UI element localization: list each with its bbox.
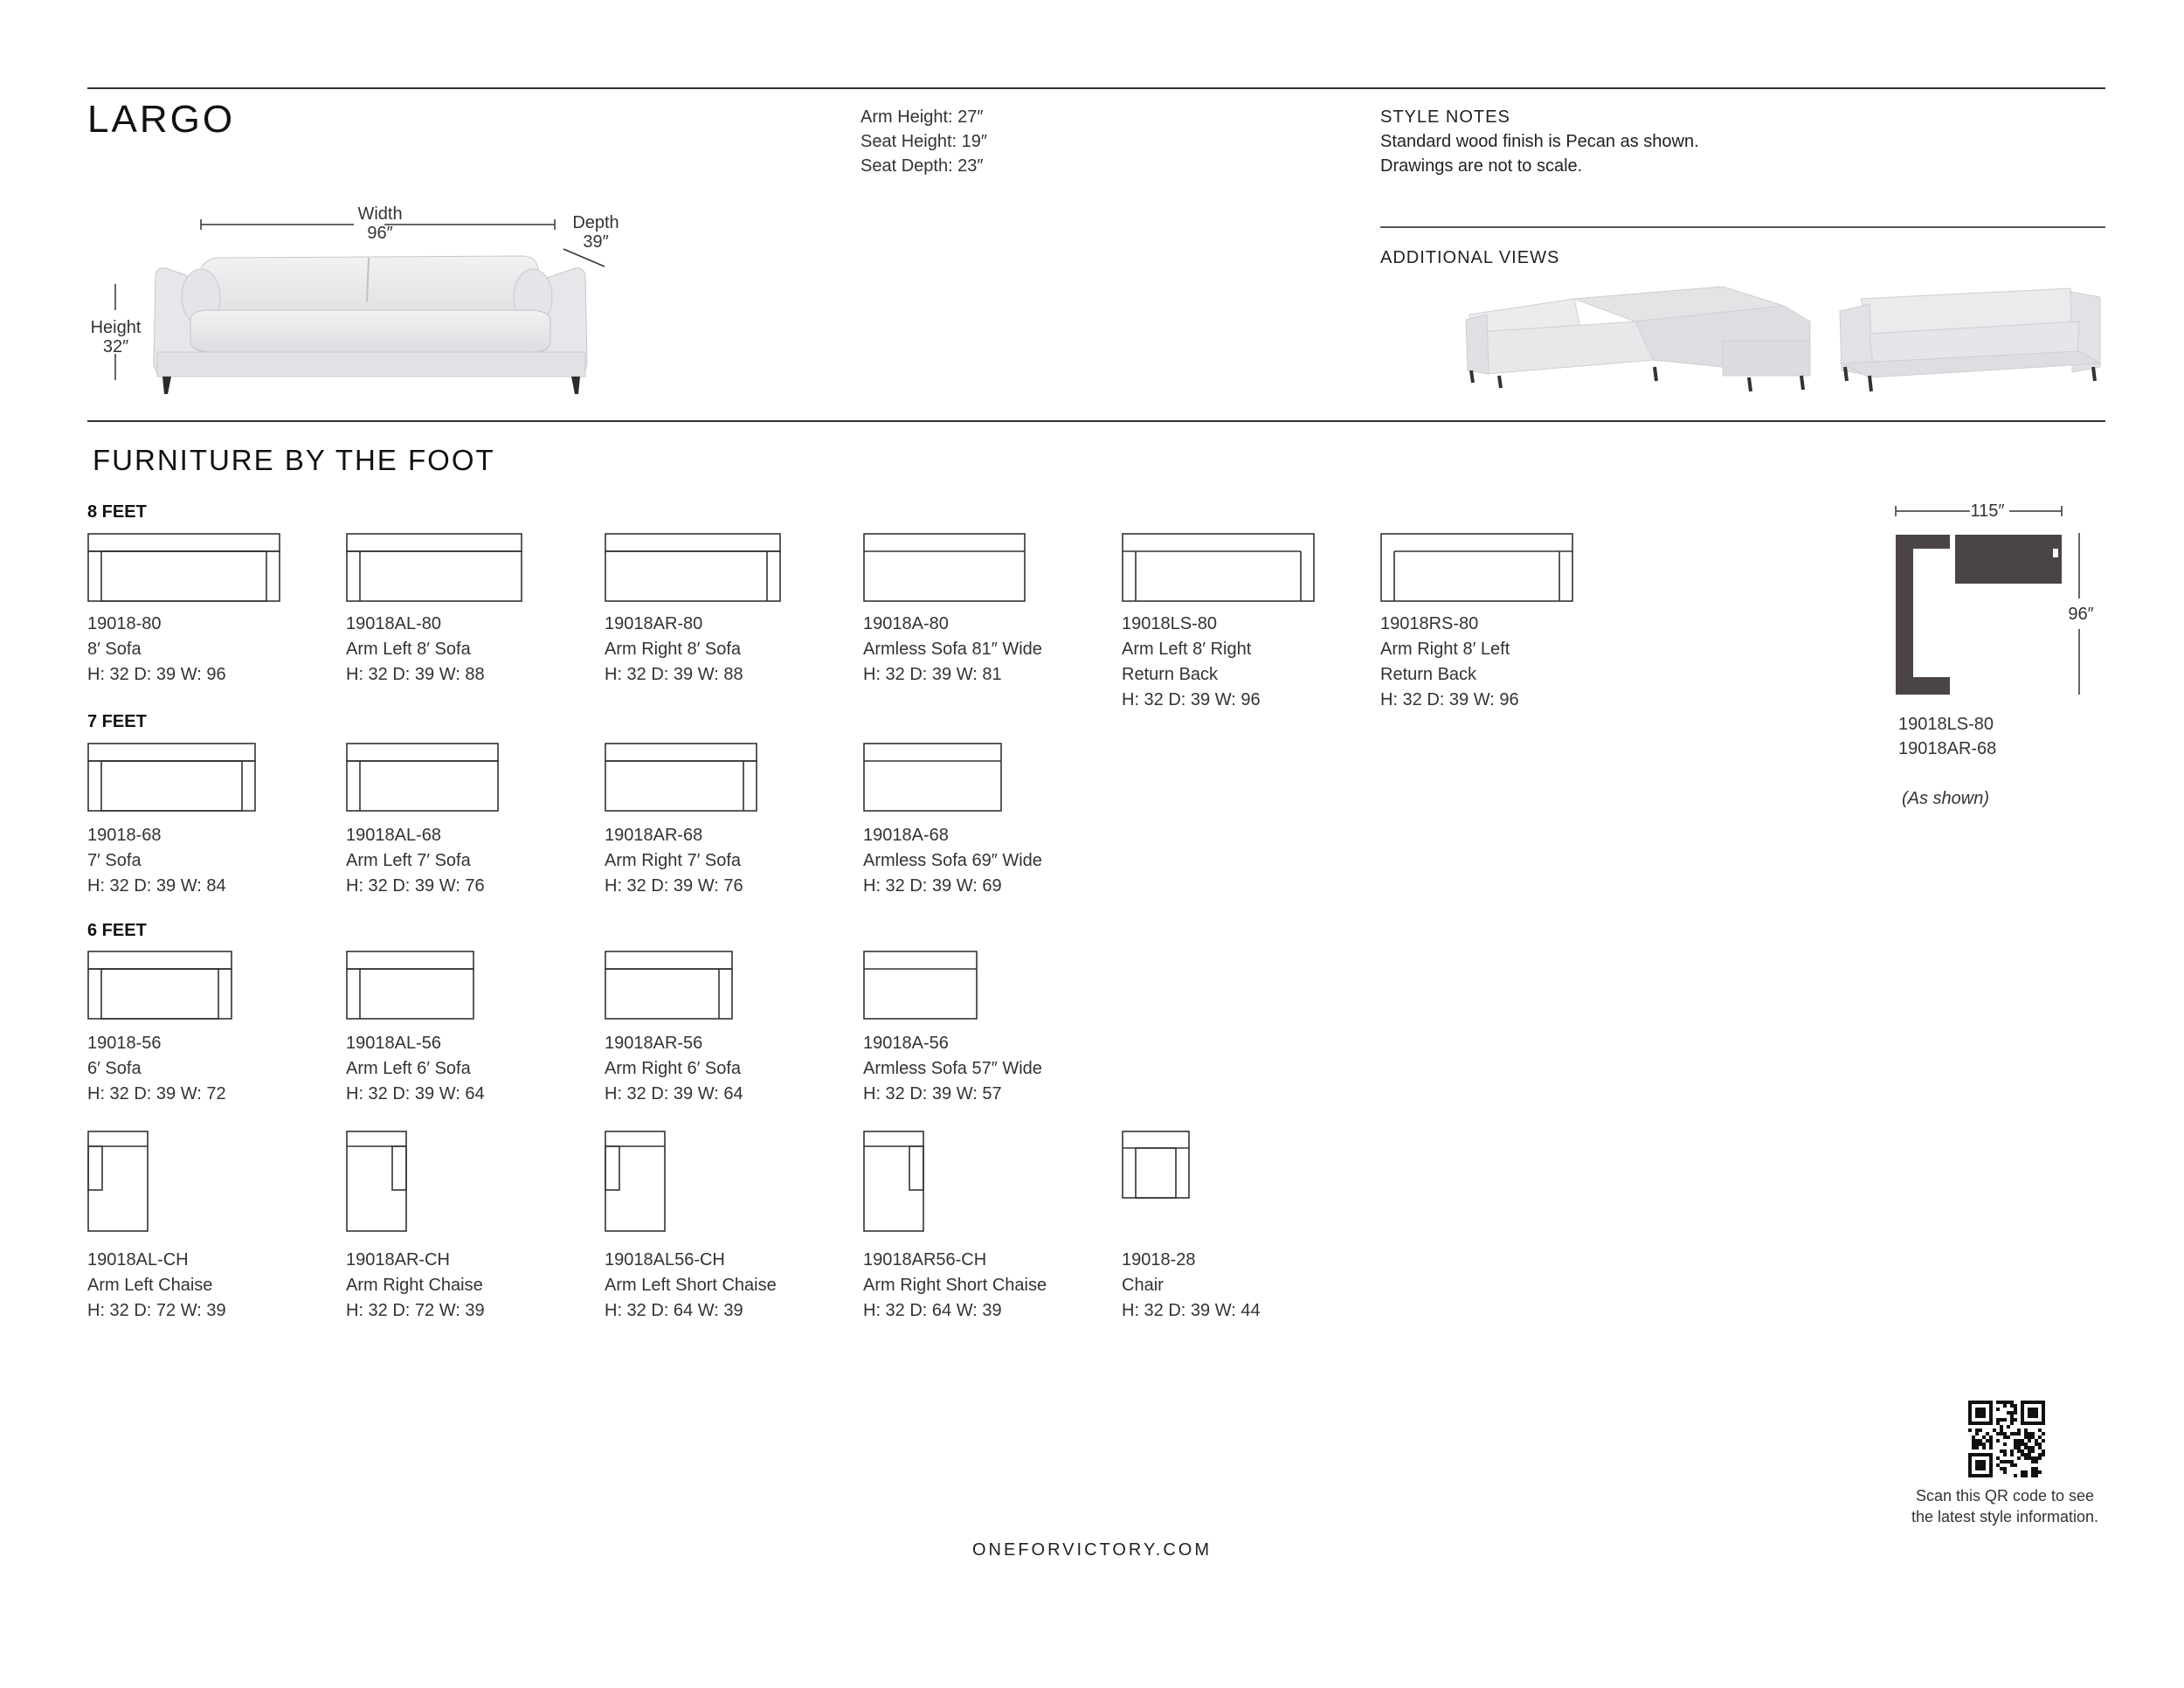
furniture-item-text — [863, 1248, 1108, 1324]
furniture-dims: H: 32 D: 72 W: 39 — [346, 1301, 485, 1320]
spec-list — [860, 105, 987, 178]
furniture-item — [87, 1131, 332, 1234]
furniture-dims: H: 32 D: 39 W: 88 — [346, 665, 485, 684]
furniture-dims: H: 32 D: 39 W: 72 — [87, 1084, 226, 1103]
furniture-item — [346, 1131, 591, 1234]
furniture-dims: H: 32 D: 39 W: 69 — [863, 876, 1002, 896]
group-label-6-feet: 6 FEET — [87, 921, 147, 940]
furniture-item-text — [346, 612, 591, 688]
top-rule — [87, 87, 2105, 89]
additional-view-sectional-image — [1461, 280, 1819, 398]
furniture-dims: H: 32 D: 39 W: 64 — [346, 1084, 485, 1103]
furniture-name: Armless Sofa 81″ Wide — [863, 640, 1042, 659]
furniture-code: 19018-28 — [1122, 1250, 1196, 1269]
furniture-diagram — [87, 743, 256, 813]
furniture-item-text — [1122, 612, 1366, 713]
furniture-diagram — [605, 951, 733, 1020]
furniture-item-text — [87, 823, 332, 899]
furniture-name: Arm Right 8′ Sofa — [605, 640, 742, 659]
furniture-dims: H: 32 D: 39 W: 76 — [605, 876, 743, 896]
section-title: FURNITURE BY THE FOOT — [93, 444, 495, 476]
furniture-dims: H: 32 D: 39 W: 84 — [87, 876, 226, 896]
furniture-dims: H: 32 D: 72 W: 39 — [87, 1301, 226, 1320]
footer-url[interactable]: ONEFORVICTORY.COM — [971, 1540, 1212, 1560]
furniture-dims: H: 32 D: 39 W: 96 — [87, 665, 226, 684]
furniture-diagram — [863, 743, 1002, 813]
group-label-8-feet: 8 FEET — [87, 502, 147, 522]
furniture-dims: H: 32 D: 39 W: 44 — [1122, 1301, 1261, 1320]
sectional-code: 19018AR-68 — [1898, 739, 1997, 758]
furniture-item — [346, 743, 591, 813]
furniture-item-text — [863, 823, 1108, 899]
furniture-item — [605, 533, 849, 603]
furniture-item-text — [346, 1248, 591, 1324]
furniture-name: Arm Right Chaise — [346, 1276, 483, 1295]
furniture-name: Arm Right 6′ Sofa — [605, 1059, 742, 1078]
spec-seat-depth: Seat Depth: 23″ — [860, 156, 984, 176]
furniture-diagram — [87, 1131, 157, 1234]
furniture-dims: H: 32 D: 39 W: 88 — [605, 665, 743, 684]
qr-code — [1968, 1401, 2045, 1482]
depth-value: 39″ — [583, 232, 609, 252]
furniture-item — [87, 533, 332, 603]
furniture-code: 19018AR-56 — [605, 1034, 703, 1053]
furniture-code: 19018AR56-CH — [863, 1250, 987, 1269]
furniture-diagram — [1122, 1131, 1192, 1234]
furniture-item-text — [87, 1248, 332, 1324]
furniture-name: Arm Left 8′ Right Return Back — [1122, 640, 1252, 684]
furniture-item-text — [605, 1248, 849, 1324]
furniture-code: 19018A-68 — [863, 826, 949, 845]
style-note-line: Standard wood finish is Pecan as shown. — [1380, 132, 1699, 151]
furniture-dims: H: 32 D: 39 W: 81 — [863, 665, 1002, 684]
spec-seat-height: Seat Height: 19″ — [860, 132, 987, 151]
furniture-diagram — [863, 1131, 933, 1234]
furniture-item-text — [87, 1031, 332, 1107]
furniture-code: 19018AL-56 — [346, 1034, 441, 1053]
additional-view-sofa-image — [1835, 280, 2105, 398]
sectional-depth-label: 96″ — [2068, 605, 2094, 624]
furniture-name: 8′ Sofa — [87, 640, 142, 659]
depth-label: Depth — [572, 213, 619, 232]
furniture-item-text — [605, 823, 849, 899]
furniture-item — [605, 951, 849, 1020]
furniture-item — [1122, 533, 1366, 603]
furniture-dims: H: 32 D: 64 W: 39 — [863, 1301, 1002, 1320]
furniture-code: 19018A-56 — [863, 1034, 949, 1053]
notes-rule — [1380, 226, 2105, 228]
furniture-code: 19018AL-68 — [346, 826, 441, 845]
furniture-item — [1122, 1131, 1366, 1234]
product-title: LARGO — [87, 98, 236, 141]
furniture-item — [863, 743, 1108, 813]
depth-dimension-label — [552, 213, 639, 252]
furniture-item — [605, 743, 849, 813]
furniture-item — [87, 951, 332, 1020]
spec-arm-height: Arm Height: 27″ — [860, 107, 984, 127]
furniture-item-text — [863, 1031, 1108, 1107]
furniture-code: 19018AR-CH — [346, 1250, 450, 1269]
width-dimension-label — [336, 204, 424, 243]
furniture-name: Arm Left 6′ Sofa — [346, 1059, 471, 1078]
furniture-dims: H: 32 D: 64 W: 39 — [605, 1301, 743, 1320]
furniture-name: Arm Right Short Chaise — [863, 1276, 1047, 1295]
furniture-dims: H: 32 D: 39 W: 57 — [863, 1084, 1002, 1103]
furniture-item-text — [346, 1031, 591, 1107]
sectional-return-footprint — [1955, 535, 2062, 584]
furniture-dims: H: 32 D: 39 W: 64 — [605, 1084, 743, 1103]
furniture-item — [1380, 533, 1625, 603]
furniture-item-text — [1380, 612, 1625, 713]
furniture-code: 19018RS-80 — [1380, 614, 1479, 633]
furniture-code: 19018LS-80 — [1122, 614, 1217, 633]
style-notes — [1380, 105, 1699, 178]
furniture-item — [863, 1131, 1108, 1234]
furniture-item-text — [605, 612, 849, 688]
height-label: Height — [90, 318, 142, 337]
height-value: 32″ — [102, 337, 129, 356]
furniture-dims: H: 32 D: 39 W: 96 — [1122, 690, 1261, 709]
furniture-dims: H: 32 D: 39 W: 76 — [346, 876, 485, 896]
width-label: Width — [357, 204, 403, 224]
furniture-item-text — [605, 1031, 849, 1107]
furniture-name: Arm Left Chaise — [87, 1276, 213, 1295]
sectional-footprint — [1896, 535, 1950, 695]
furniture-name: Armless Sofa 57″ Wide — [863, 1059, 1042, 1078]
furniture-name: 7′ Sofa — [87, 851, 142, 870]
furniture-item — [863, 533, 1108, 603]
furniture-name: 6′ Sofa — [87, 1059, 142, 1078]
furniture-code: 19018-80 — [87, 614, 162, 633]
furniture-code: 19018AL-80 — [346, 614, 441, 633]
furniture-item-text — [87, 612, 332, 688]
furniture-item — [87, 743, 332, 813]
furniture-name: Arm Left 8′ Sofa — [346, 640, 471, 659]
sectional-code: 19018LS-80 — [1898, 715, 1994, 734]
furniture-diagram — [605, 1131, 674, 1234]
furniture-item-text — [863, 612, 1108, 688]
qr-caption: Scan this QR code to see the latest style information. — [1911, 1487, 2099, 1525]
furniture-name: Chair — [1122, 1276, 1164, 1295]
furniture-item — [605, 1131, 849, 1234]
furniture-code: 19018-68 — [87, 826, 162, 845]
furniture-code: 19018A-80 — [863, 614, 949, 633]
furniture-code: 19018AL-CH — [87, 1250, 189, 1269]
furniture-item — [346, 951, 591, 1020]
furniture-diagram — [87, 533, 280, 603]
sectional-codes — [1898, 712, 1996, 761]
furniture-dims: H: 32 D: 39 W: 96 — [1380, 690, 1519, 709]
furniture-diagram — [346, 951, 474, 1020]
style-note-line: Drawings are not to scale. — [1380, 156, 1583, 176]
furniture-diagram — [863, 533, 1026, 603]
additional-views-heading: ADDITIONAL VIEWS — [1380, 248, 1560, 267]
furniture-diagram — [346, 1131, 416, 1234]
style-notes-heading: STYLE NOTES — [1380, 107, 1510, 127]
furniture-code: 19018AL56-CH — [605, 1250, 725, 1269]
furniture-item-text — [1122, 1248, 1366, 1324]
height-dimension-label — [79, 318, 153, 356]
furniture-item-text — [346, 823, 591, 899]
furniture-name: Armless Sofa 69″ Wide — [863, 851, 1042, 870]
sectional-width-label: 115″ — [1970, 502, 2005, 521]
furniture-item — [346, 533, 591, 603]
sectional-note: (As shown) — [1902, 789, 1990, 808]
furniture-code: 19018-56 — [87, 1034, 162, 1053]
furniture-code: 19018AR-68 — [605, 826, 703, 845]
width-value: 96″ — [367, 224, 393, 243]
group-label-7-feet: 7 FEET — [87, 712, 147, 731]
furniture-diagram — [605, 533, 781, 603]
furniture-item — [863, 951, 1108, 1020]
furniture-diagram — [87, 951, 232, 1020]
furniture-diagram — [605, 743, 757, 813]
furniture-diagram — [1380, 533, 1573, 603]
furniture-code: 19018AR-80 — [605, 614, 703, 633]
furniture-name: Arm Right 7′ Sofa — [605, 851, 742, 870]
furniture-name: Arm Left Short Chaise — [605, 1276, 777, 1295]
furniture-diagram — [863, 951, 978, 1020]
furniture-diagram — [346, 743, 499, 813]
furniture-diagram — [346, 533, 522, 603]
furniture-name: Arm Right 8′ Left Return Back — [1380, 640, 1510, 684]
section-rule — [87, 420, 2105, 422]
furniture-diagram — [1122, 533, 1315, 603]
furniture-name: Arm Left 7′ Sofa — [346, 851, 471, 870]
